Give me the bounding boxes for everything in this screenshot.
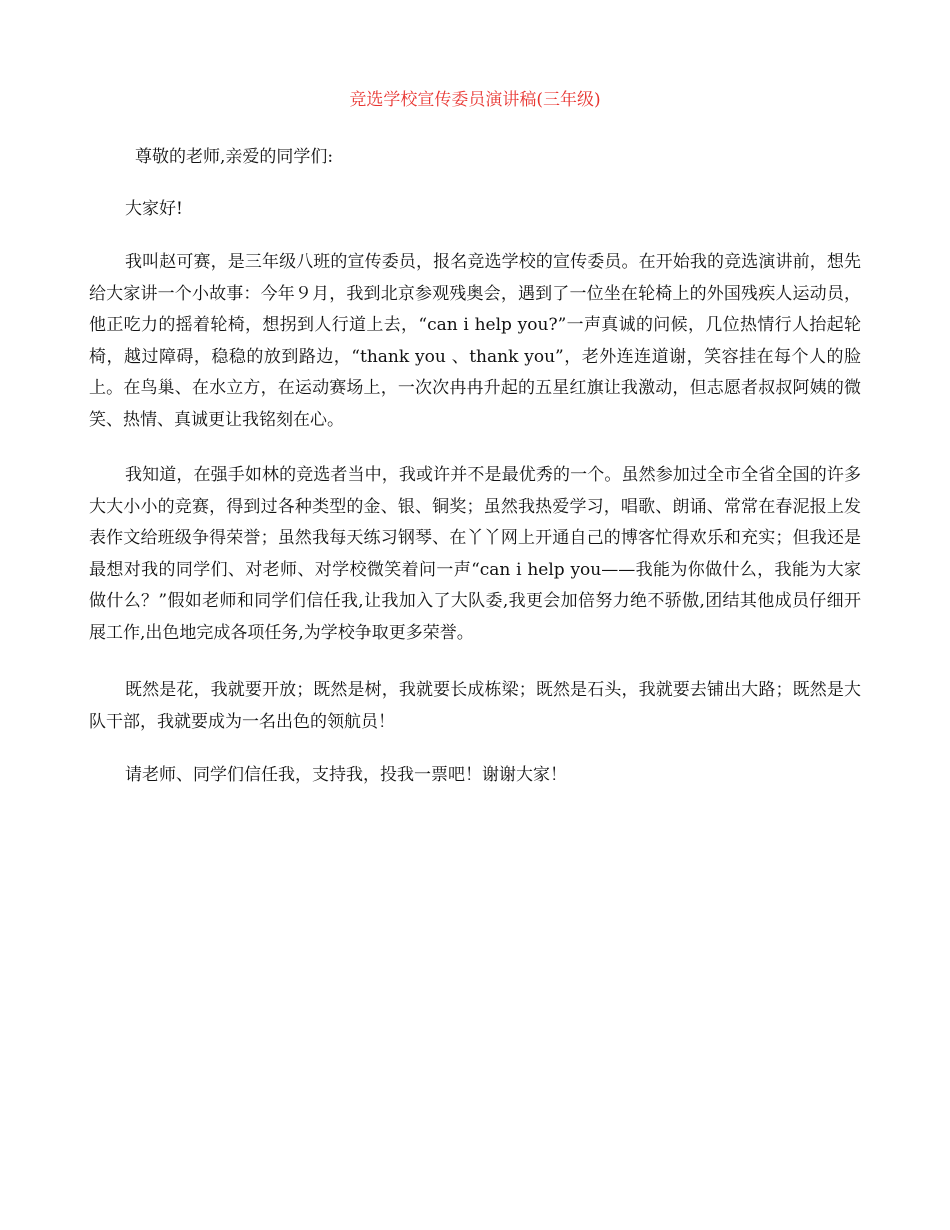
paragraph-resolve: 既然是花，我就要开放；既然是树，我就要长成栋梁；既然是石头，我就要去铺出大路；既然是大队干部，我就要成为一名出色的领航员！ <box>89 680 861 732</box>
paragraph-closing: 请老师、同学们信任我，支持我，投我一票吧！谢谢大家！ <box>125 765 567 785</box>
salutation: 尊敬的老师,亲爱的同学们: <box>135 147 334 167</box>
document-title: 竞选学校宣传委员演讲稿(三年级) <box>349 90 601 110</box>
paragraph-story: 我叫赵可赛，是三年级八班的宣传委员，报名竞选学校的宣传委员。在开始我的竞选演讲前，想先给大家讲一个小故事：今年９月，我到北京参观残奥会，遇到了一位坐在轮椅上的外国残疾人运动员，他正吃力的摇着轮椅，想拐到人行道上去，“can i help you?”一声真诚的问候，几位热情行人抬起轮椅，越过障碍，稳稳的放到路边，“thank you 、thank you”，老外连连道谢，笑容挂在每个人的脸上。在鸟巢、在水立方，在运动赛场上，一次次冉冉升起的五星红旗让我激动，但志愿者叔叔阿姨的微笑、热情、真诚更让我铭刻在心。 <box>89 252 861 430</box>
greeting: 大家好! <box>125 199 183 219</box>
paragraph-qualifications: 我知道，在强手如林的竞选者当中，我或许并不是最优秀的一个。虽然参加过全市全省全国的许多大大小小的竞赛，得到过各种类型的金、银、铜奖；虽然我热爱学习，唱歌、朗诵、常常在春泥报上发表作文给班级争得荣誉；虽然我每天练习钢琴、在丫丫网上开通自己的博客忙得欢乐和充实；但我还是最想对我的同学们、对老师、对学校微笑着问一声“can i help you——我能为你做什么，我能为大家做什么？”假如老师和同学们信任我,让我加入了大队委,我更会加倍努力绝不骄傲,团结其他成员仔细开展工作,出色地完成各项任务,为学校争取更多荣誉。 <box>89 465 861 643</box>
